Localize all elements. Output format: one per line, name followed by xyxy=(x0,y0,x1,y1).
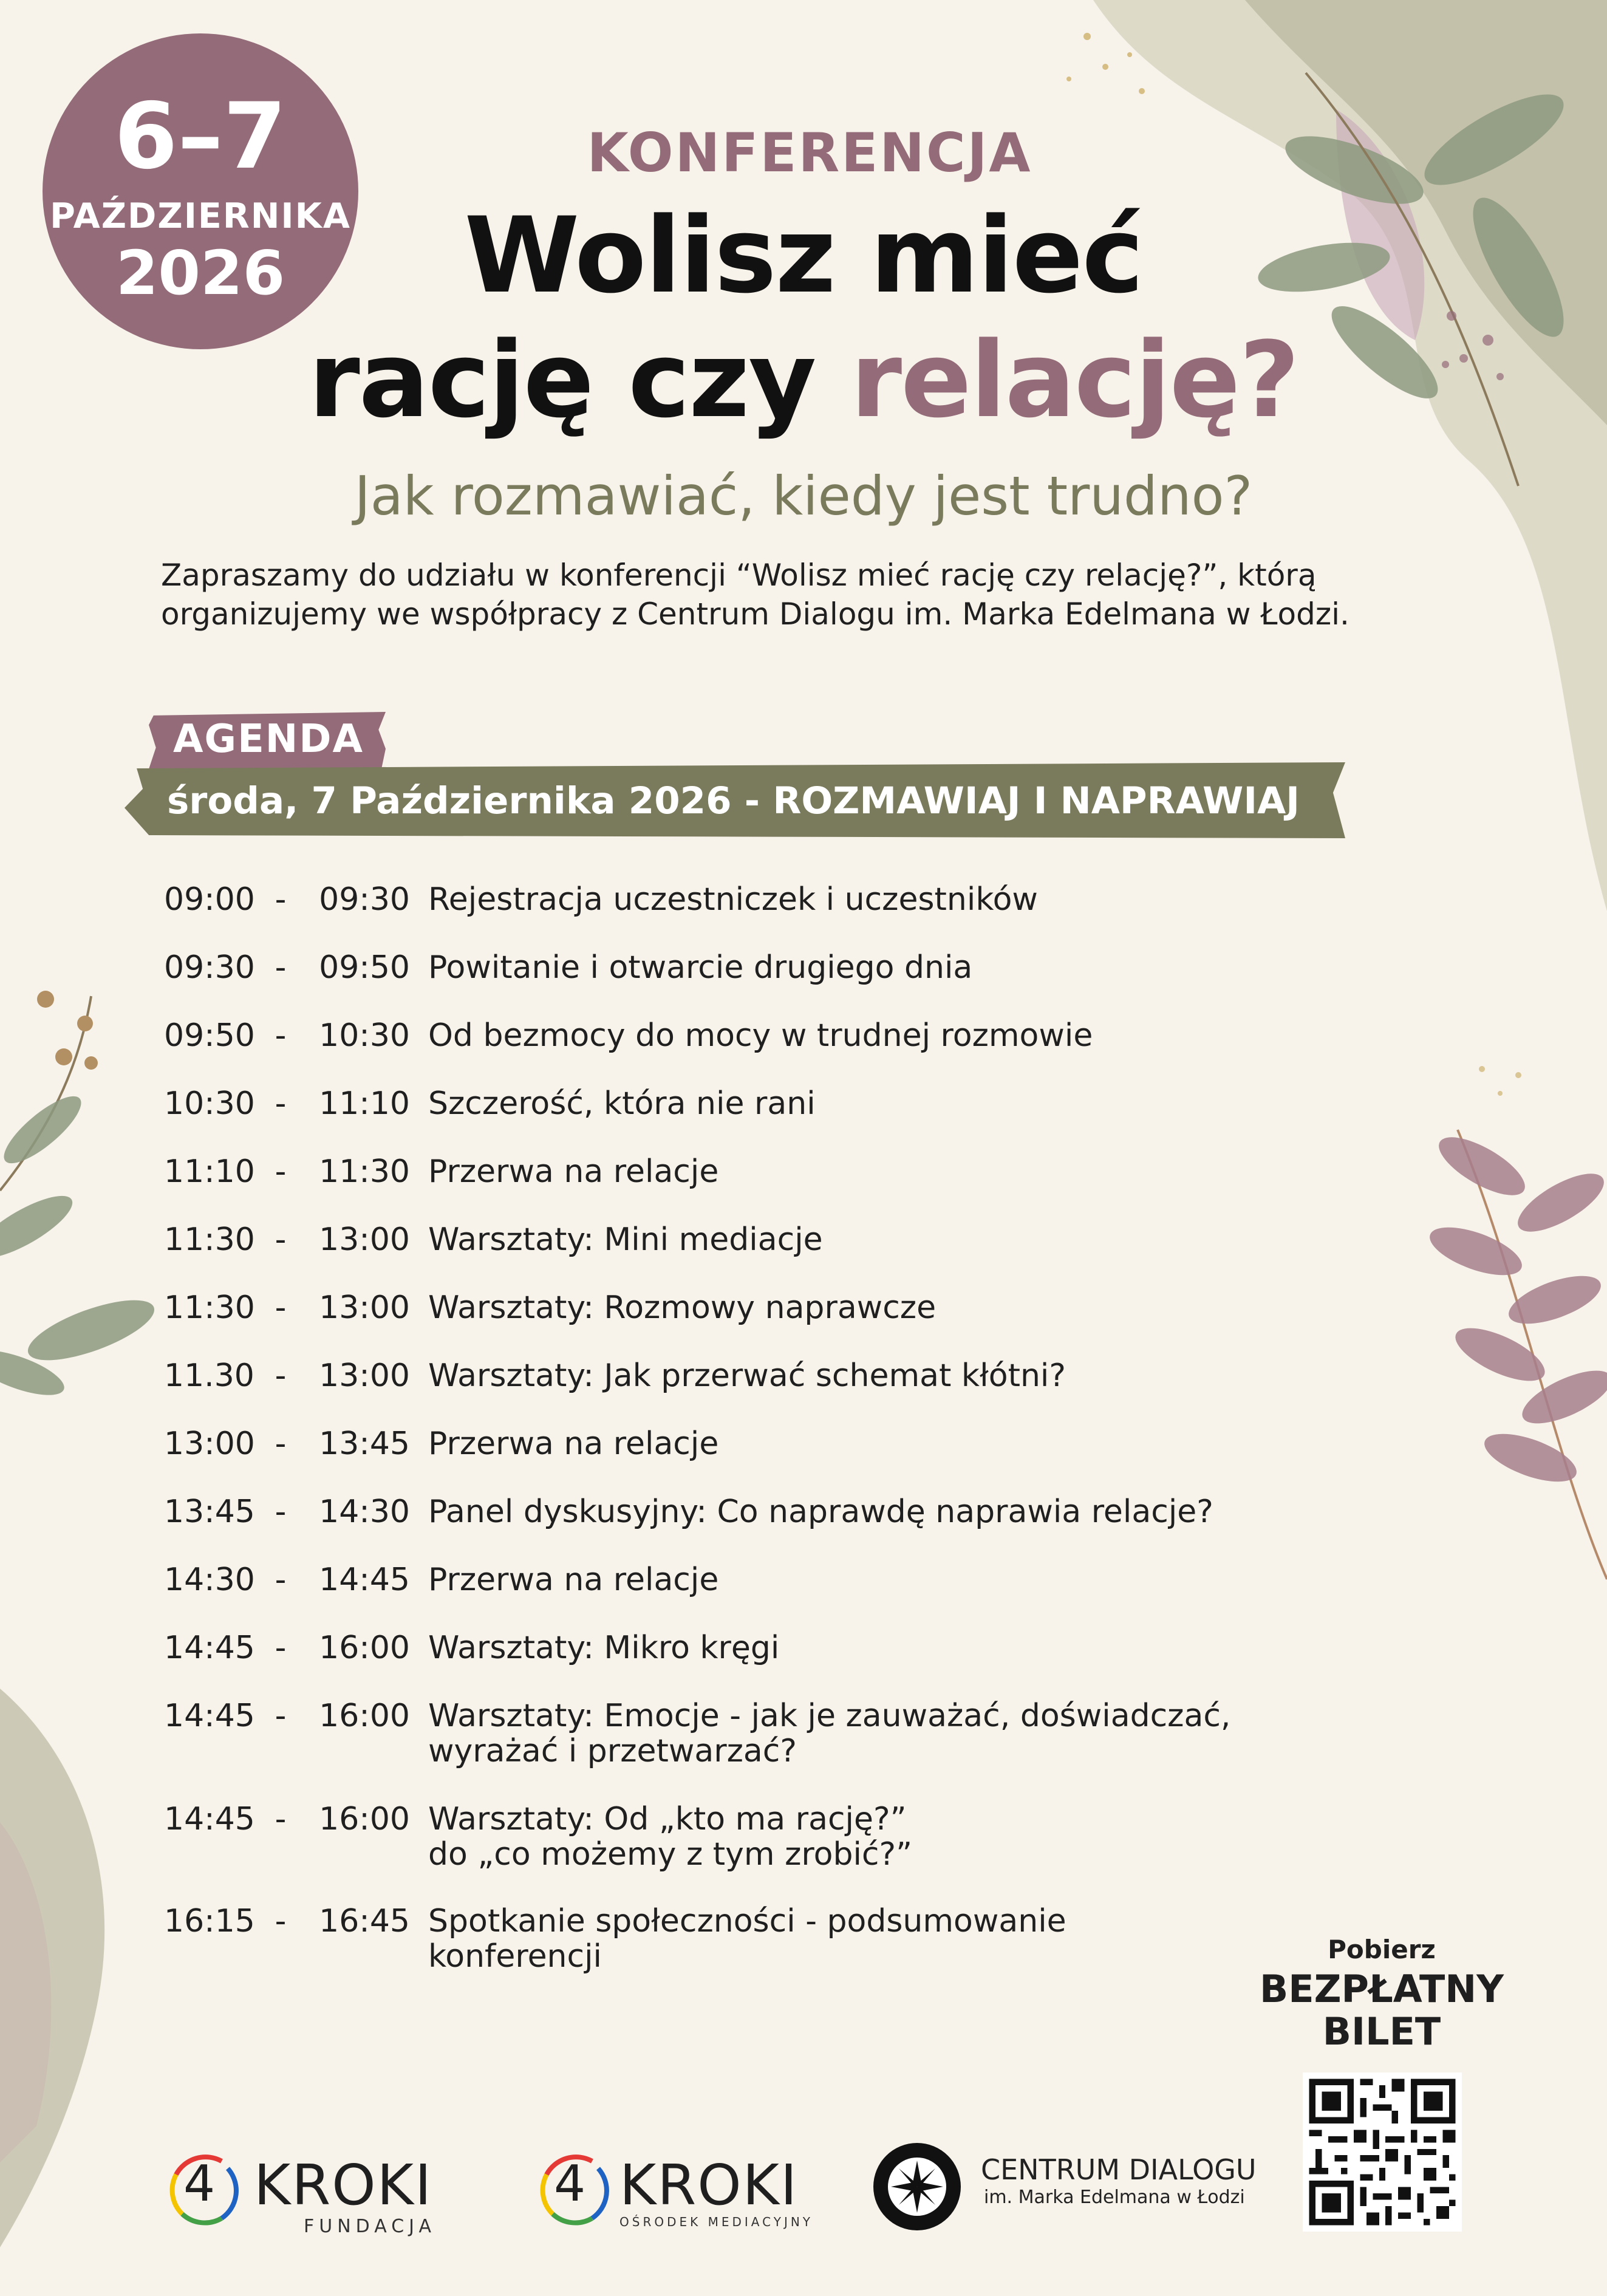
end-time: 13:00 xyxy=(319,1358,410,1394)
end-time: 16:00 xyxy=(319,1630,410,1666)
session-title: Przerwa na relacje xyxy=(428,1153,719,1190)
time-dash: - xyxy=(275,1290,287,1326)
session-title: Powitanie i otwarcie drugiego dnia xyxy=(428,949,973,986)
date-days: 6–7 xyxy=(114,84,287,190)
start-time: 13:00 xyxy=(164,1426,255,1462)
time-dash: - xyxy=(275,1630,287,1666)
time-dash: - xyxy=(275,881,287,918)
time-dash: - xyxy=(275,1358,287,1394)
end-time: 14:45 xyxy=(319,1562,410,1598)
start-time: 14:45 xyxy=(164,1630,255,1666)
conference-eyebrow: KONFERENCJA xyxy=(587,121,1032,184)
start-time: 16:15 xyxy=(164,1903,255,1939)
title-line-1: Wolisz mieć xyxy=(464,194,1143,316)
time-dash: - xyxy=(275,1426,287,1462)
kroki-sub: OŚRODEK MEDIACYJNY xyxy=(619,2215,814,2229)
session-title: Od bezmocy do mocy w trudnej rozmowie xyxy=(428,1017,1093,1054)
kroki-number: 4 xyxy=(554,2155,587,2213)
start-time: 14:45 xyxy=(164,1698,255,1734)
session-title: Warsztaty: Mikro kręgi xyxy=(428,1630,780,1666)
end-time: 16:45 xyxy=(319,1903,410,1939)
session-title: Przerwa na relacje xyxy=(428,1562,719,1598)
time-dash: - xyxy=(275,1903,287,1939)
logo-4kroki-osrodek xyxy=(534,2150,814,2229)
kroki-name: KROKI xyxy=(619,2153,799,2218)
end-time: 09:30 xyxy=(319,881,410,918)
start-time: 09:30 xyxy=(164,949,255,986)
title-line-2 xyxy=(0,319,1607,441)
start-time: 13:45 xyxy=(164,1494,255,1530)
start-time: 14:30 xyxy=(164,1562,255,1598)
centrum-dialogu-sub: im. Marka Edelmana w Łodzi xyxy=(984,2187,1245,2208)
subtitle: Jak rozmawiać, kiedy jest trudno? xyxy=(354,465,1253,527)
date-year: 2026 xyxy=(115,237,285,309)
intro-paragraph: Zapraszamy do udziału w konferencji “Wolisz mieć rację czy relację?”, którą organizujemy we współpracy z Centrum Dialogu im. Marka Edelmana w Łodzi. xyxy=(161,558,1349,632)
end-time: 10:30 xyxy=(319,1017,410,1054)
time-dash: - xyxy=(275,1017,287,1054)
end-time: 11:10 xyxy=(319,1085,410,1122)
start-time: 11:30 xyxy=(164,1290,255,1326)
day-heading: środa, 7 Października 2026 - ROZMAWIAJ I NAPRAWIAJ xyxy=(167,779,1300,822)
end-time: 09:50 xyxy=(319,949,410,986)
date-month: PAŹDZIERNIKA xyxy=(50,196,351,236)
end-time: 13:45 xyxy=(319,1426,410,1462)
start-time: 11:10 xyxy=(164,1153,255,1190)
ticket-cta xyxy=(1239,1968,1524,2053)
session-title: Warsztaty: Rozmowy naprawcze xyxy=(428,1290,937,1326)
centrum-dialogu-name: CENTRUM DIALOGU xyxy=(981,2153,1257,2186)
agenda-label: AGENDA xyxy=(173,717,364,762)
ticket-cta-line2: BEZPŁATNY xyxy=(1259,1967,1504,2011)
session-title: Warsztaty: Emocje - jak je zauważać, doświadczać, wyrażać i przetwarzać? xyxy=(428,1698,1231,1769)
start-time: 11:30 xyxy=(164,1221,255,1258)
time-dash: - xyxy=(275,1698,287,1734)
session-title: Warsztaty: Mini mediacje xyxy=(428,1221,823,1258)
time-dash: - xyxy=(275,1085,287,1122)
start-time: 10:30 xyxy=(164,1085,255,1122)
session-title: Warsztaty: Jak przerwać schemat kłótni? xyxy=(428,1358,1066,1394)
session-title: Warsztaty: Od „kto ma rację?” do „co możemy z tym zrobić?” xyxy=(428,1801,913,1873)
kroki-name: KROKI xyxy=(254,2153,433,2218)
ticket-cta-small: Pobierz xyxy=(1328,1935,1436,1964)
start-time: 09:50 xyxy=(164,1017,255,1054)
session-title: Rejestracja uczestniczek i uczestników xyxy=(428,881,1038,918)
time-dash: - xyxy=(275,1221,287,1258)
kroki-sub: FUNDACJA xyxy=(304,2216,437,2237)
end-time: 11:30 xyxy=(319,1153,410,1190)
time-dash: - xyxy=(275,1494,287,1530)
end-time: 16:00 xyxy=(319,1698,410,1734)
session-title: Przerwa na relacje xyxy=(428,1426,719,1462)
start-time: 11.30 xyxy=(164,1358,254,1394)
end-time: 14:30 xyxy=(319,1494,410,1530)
title-line-2-prefix: rację czy xyxy=(308,319,851,441)
centrum-dialogu-seal-icon xyxy=(872,2141,963,2232)
time-dash: - xyxy=(275,1153,287,1190)
start-time: 14:45 xyxy=(164,1801,255,1837)
time-dash: - xyxy=(275,1801,287,1837)
ticket-cta-line3: BILET xyxy=(1322,2009,1441,2054)
time-dash: - xyxy=(275,1562,287,1598)
session-title: Spotkanie społeczności - podsumowanie konferencji xyxy=(428,1903,1066,1975)
end-time: 13:00 xyxy=(319,1221,410,1258)
qr-code-icon[interactable] xyxy=(1303,2072,1462,2232)
time-dash: - xyxy=(275,949,287,986)
title-line-2-accent: relację? xyxy=(850,319,1299,441)
end-time: 13:00 xyxy=(319,1290,410,1326)
end-time: 16:00 xyxy=(319,1801,410,1837)
start-time: 09:00 xyxy=(164,881,255,918)
session-title: Szczerość, która nie rani xyxy=(428,1085,816,1122)
kroki-number: 4 xyxy=(183,2155,217,2213)
session-title: Panel dyskusyjny: Co naprawdę naprawia relacje? xyxy=(428,1494,1213,1530)
logo-4kroki-fundacja xyxy=(164,2150,443,2237)
